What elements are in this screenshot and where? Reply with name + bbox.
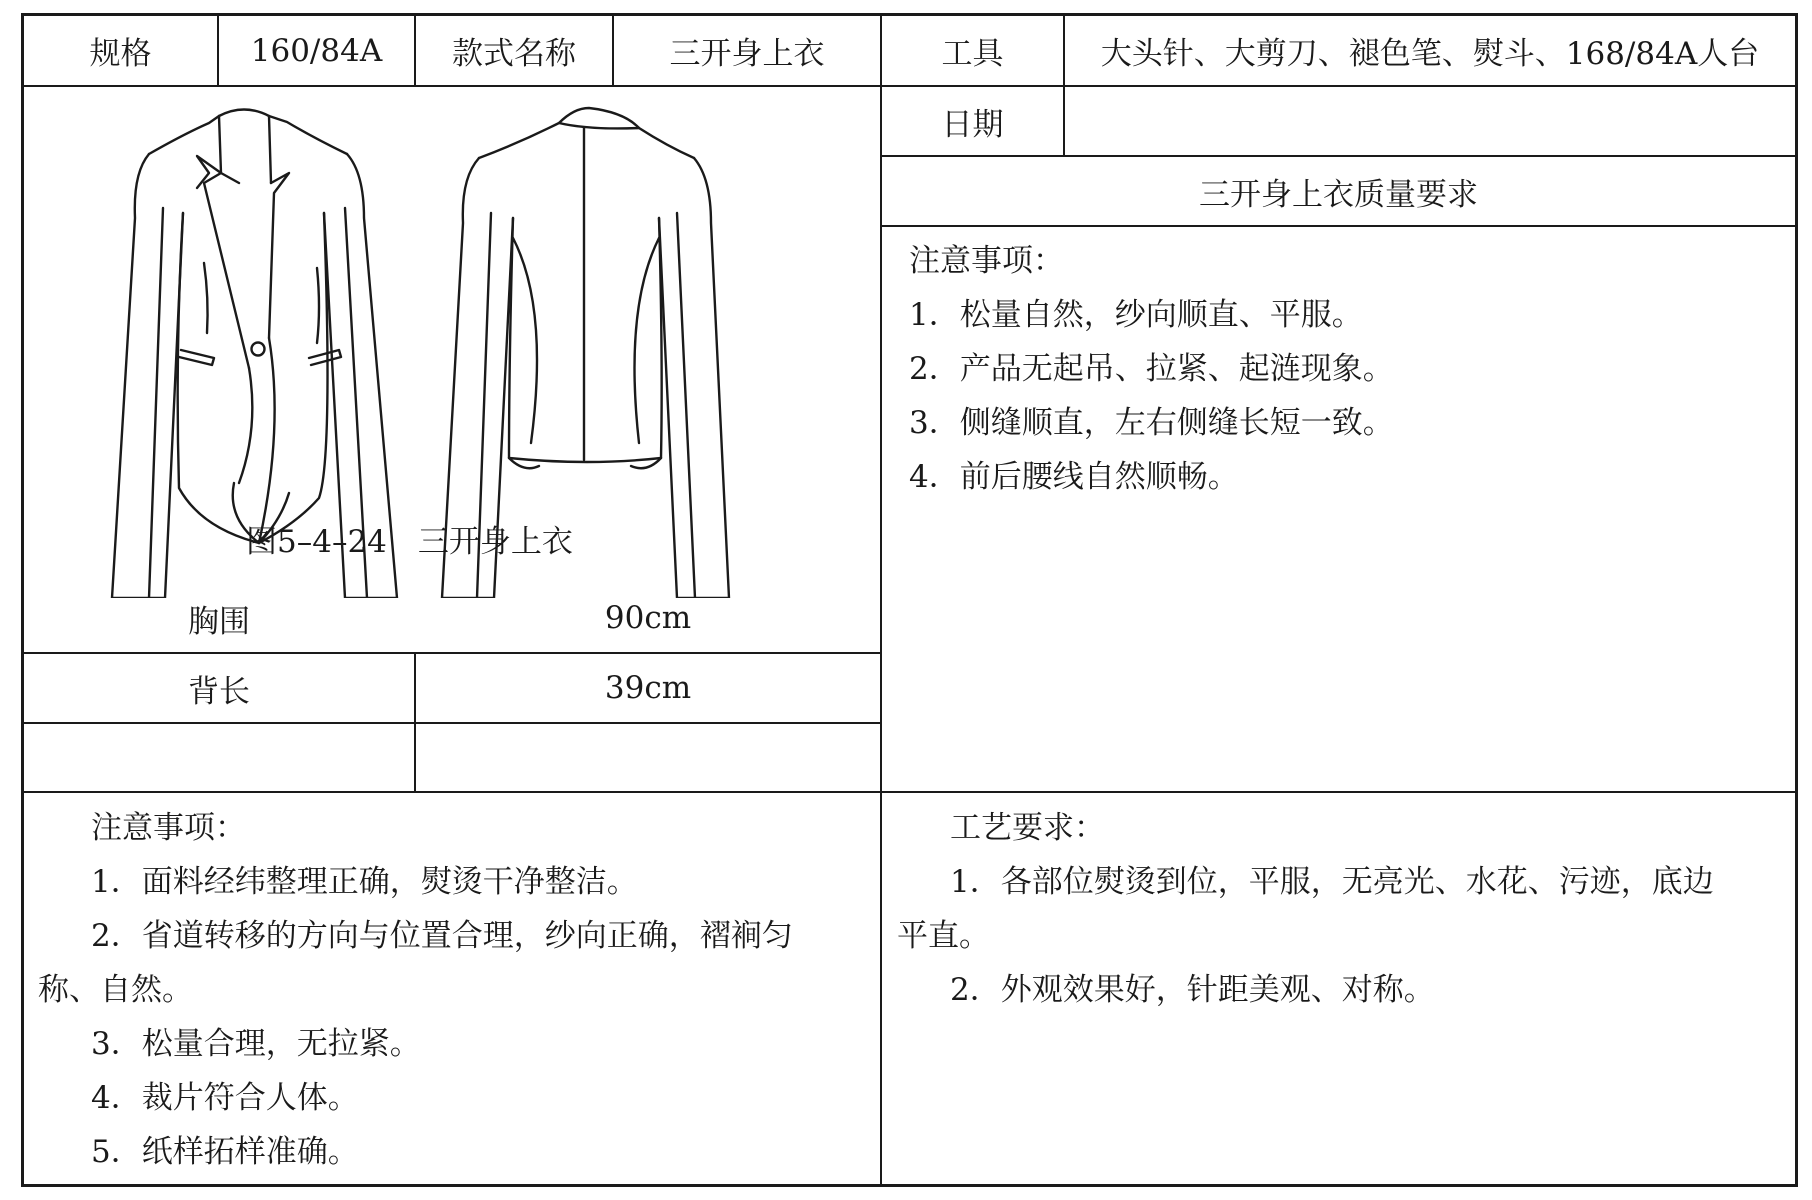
date-value bbox=[1065, 87, 1795, 155]
style-value: 三开身上衣 bbox=[669, 36, 825, 72]
quality-notes-title: 注意事项： bbox=[909, 243, 1064, 279]
pattern-note-item: 5．纸样拓样准确。 bbox=[91, 1134, 359, 1170]
pattern-notes bbox=[38, 801, 878, 1179]
quality-note-item: 2．产品无起吊、拉紧、起涟现象。 bbox=[909, 351, 1394, 387]
back-length-label: 背长 bbox=[188, 673, 250, 710]
date-label: 日期 bbox=[941, 106, 1004, 143]
spec-label: 规格 bbox=[89, 36, 152, 72]
pattern-note-item: 3．松量合理，无拉紧。 bbox=[91, 1026, 421, 1062]
bust-value: 90cm bbox=[604, 600, 692, 636]
figure-caption: 图5–4–24 三开身上衣 bbox=[246, 524, 573, 560]
process-requirements bbox=[897, 801, 1789, 1017]
process-title: 工艺要求： bbox=[950, 810, 1105, 846]
process-item: 平直。 bbox=[897, 918, 990, 954]
quality-requirement-table bbox=[21, 13, 1798, 1187]
quality-title: 三开身上衣质量要求 bbox=[1199, 176, 1478, 213]
style-label: 款式名称 bbox=[452, 36, 576, 72]
spec-value: 160/84A bbox=[250, 32, 383, 69]
quality-note-item: 3．侧缝顺直，左右侧缝长短一致。 bbox=[909, 405, 1394, 441]
quality-notes bbox=[909, 234, 1769, 504]
tools-label: 工具 bbox=[941, 36, 1004, 72]
process-item: 2．外观效果好，针距美观、对称。 bbox=[950, 972, 1435, 1008]
tools-value: 大头针、大剪刀、褪色笔、熨斗、168/84A人台 bbox=[1100, 36, 1760, 72]
row-divider bbox=[881, 225, 1795, 227]
quality-note-item: 1．松量自然，纱向顺直、平服。 bbox=[909, 297, 1363, 333]
pattern-note-item: 称、自然。 bbox=[38, 972, 193, 1008]
back-length-value: 39cm bbox=[604, 670, 692, 706]
bust-label: 胸围 bbox=[188, 603, 250, 640]
row-divider bbox=[24, 791, 1795, 793]
process-item: 1．各部位熨烫到位，平服，无亮光、水花、污迹，底边 bbox=[950, 864, 1714, 900]
pattern-note-item: 2．省道转移的方向与位置合理，纱向正确，褶裥匀 bbox=[91, 918, 793, 954]
pattern-note-item: 4．裁片符合人体。 bbox=[91, 1080, 359, 1116]
quality-note-item: 4．前后腰线自然顺畅。 bbox=[909, 459, 1239, 495]
row-divider bbox=[24, 722, 882, 724]
pattern-notes-title: 注意事项： bbox=[91, 810, 246, 846]
pattern-note-item: 1．面料经纬整理正确，熨烫干净整洁。 bbox=[91, 864, 638, 900]
